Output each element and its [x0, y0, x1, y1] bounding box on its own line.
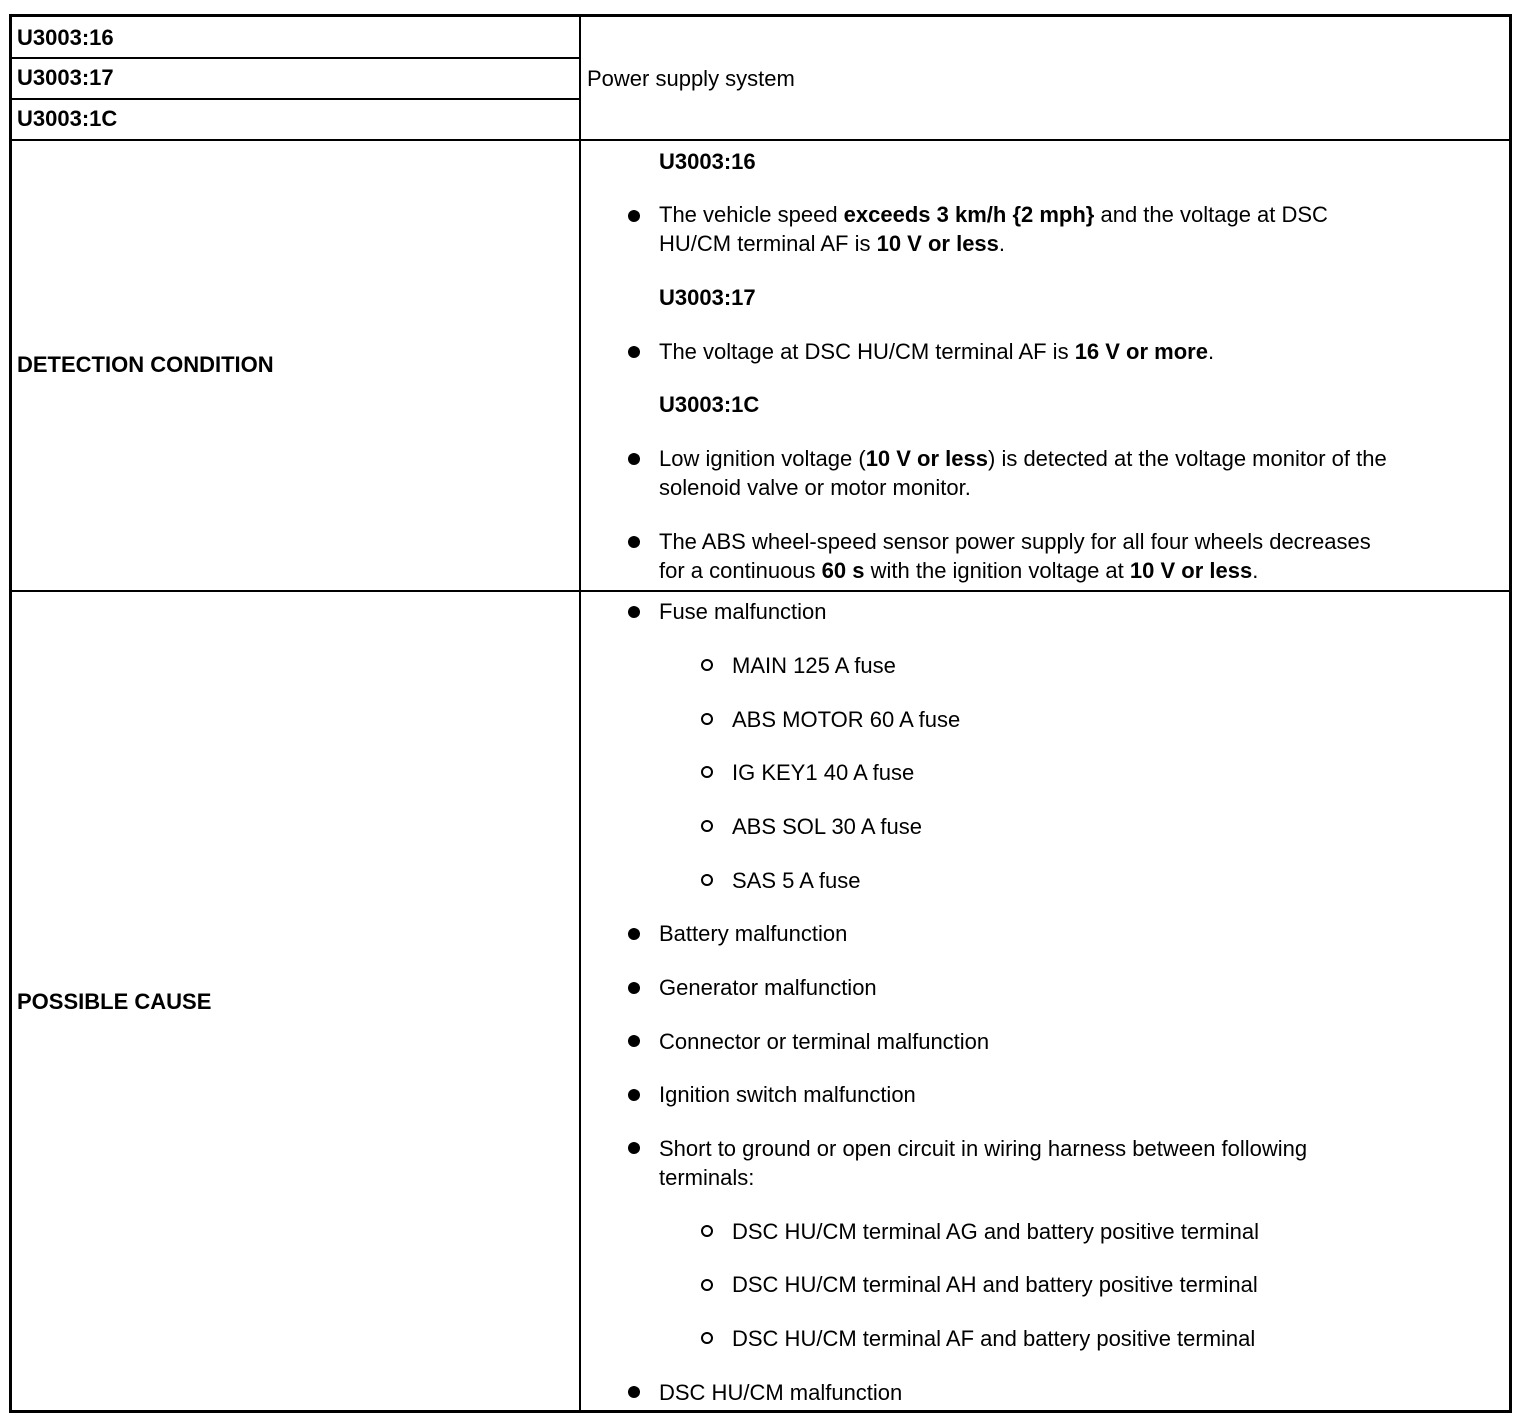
emphasis-text: 60 s [821, 558, 865, 583]
cause-item: Battery malfunction [659, 921, 848, 946]
cause-sub-item: ABS MOTOR 60 A fuse [732, 707, 961, 732]
sub-bullet-icon [701, 820, 713, 832]
text-segment: and the voltage at DSC [1094, 202, 1328, 227]
emphasis-text: 10 V or less [876, 231, 999, 256]
dtc-code-1c: U3003:1C [17, 106, 118, 131]
emphasis-text: 10 V or less [865, 446, 988, 471]
dtc-code-16: U3003:16 [17, 25, 114, 50]
detection-item-line [659, 229, 1005, 258]
sub-bullet-icon [701, 659, 713, 671]
detection-item-line [659, 337, 1214, 366]
bullet-icon [628, 453, 640, 465]
cause-item: Short to ground or open circuit in wiring harness between following [659, 1136, 1308, 1161]
cause-sub-item: IG KEY1 40 A fuse [732, 760, 915, 785]
detection-item-line [659, 473, 971, 502]
detection-item-line [659, 556, 1258, 585]
text-segment: HU/CM terminal AF is [659, 231, 877, 256]
dtc-description: Power supply system [587, 66, 795, 91]
cause-item-continuation: terminals: [659, 1165, 755, 1190]
code-row-divider-1 [11, 57, 580, 59]
detection-item-line [659, 527, 1371, 556]
text-segment: The ABS wheel-speed sensor power supply for all four wheels decreases [659, 529, 1371, 554]
cause-item: Fuse malfunction [659, 599, 827, 624]
header-row-divider [11, 139, 1510, 141]
cause-sub-item: SAS 5 A fuse [732, 868, 861, 893]
column-divider [579, 16, 581, 1411]
bullet-icon [628, 928, 640, 940]
detection-row-divider [11, 590, 1510, 592]
detection-group-code: U3003:17 [659, 285, 756, 310]
text-segment: solenoid valve or motor monitor. [659, 475, 971, 500]
sub-bullet-icon [701, 766, 713, 778]
cause-sub-item: MAIN 125 A fuse [732, 653, 896, 678]
text-segment: . [1207, 339, 1215, 364]
text-segment: Low ignition voltage ( [659, 446, 866, 471]
detection-condition-label: DETECTION CONDITION [17, 352, 274, 377]
detection-item-line [659, 444, 1387, 473]
cause-item: Generator malfunction [659, 975, 877, 1000]
sub-bullet-icon [701, 1332, 713, 1344]
possible-cause-label: POSSIBLE CAUSE [17, 989, 212, 1014]
text-segment: . [1252, 558, 1259, 583]
detection-group-code: U3003:16 [659, 149, 756, 174]
bullet-icon [628, 1089, 640, 1101]
sub-bullet-icon [701, 1225, 713, 1237]
cause-sub-item: ABS SOL 30 A fuse [732, 814, 922, 839]
text-segment: for a continuous [659, 558, 822, 583]
text-segment: The vehicle speed [659, 202, 844, 227]
cause-sub-item: DSC HU/CM terminal AG and battery positive terminal [732, 1219, 1259, 1244]
emphasis-text: 10 V or less [1129, 558, 1253, 583]
bullet-icon [628, 536, 640, 548]
text-segment: ) is detected at the voltage monitor of the [988, 446, 1387, 471]
sub-bullet-icon [701, 1279, 713, 1291]
cause-item: DSC HU/CM malfunction [659, 1380, 903, 1405]
text-segment: The voltage at DSC HU/CM terminal AF is [659, 339, 1075, 364]
code-row-divider-2 [11, 98, 580, 100]
bullet-icon [628, 210, 640, 222]
text-segment: . [998, 231, 1006, 256]
cause-item: Connector or terminal malfunction [659, 1029, 990, 1054]
sub-bullet-icon [701, 713, 713, 725]
bullet-icon [628, 982, 640, 994]
emphasis-text: 16 V or more [1074, 339, 1208, 364]
detection-item-line [659, 200, 1328, 229]
bullet-icon [628, 606, 640, 618]
bullet-icon [628, 1035, 640, 1047]
text-segment: with the ignition voltage at [864, 558, 1130, 583]
emphasis-text: exceeds 3 km/h {2 mph} [843, 202, 1095, 227]
cause-sub-item: DSC HU/CM terminal AH and battery positive terminal [732, 1272, 1258, 1297]
bullet-icon [628, 1142, 640, 1154]
dtc-code-17: U3003:17 [17, 65, 114, 90]
sub-bullet-icon [701, 874, 713, 886]
bullet-icon [628, 346, 640, 358]
cause-sub-item: DSC HU/CM terminal AF and battery positive terminal [732, 1326, 1256, 1351]
bullet-icon [628, 1386, 640, 1398]
cause-item: Ignition switch malfunction [659, 1082, 916, 1107]
detection-group-code: U3003:1C [659, 392, 760, 417]
